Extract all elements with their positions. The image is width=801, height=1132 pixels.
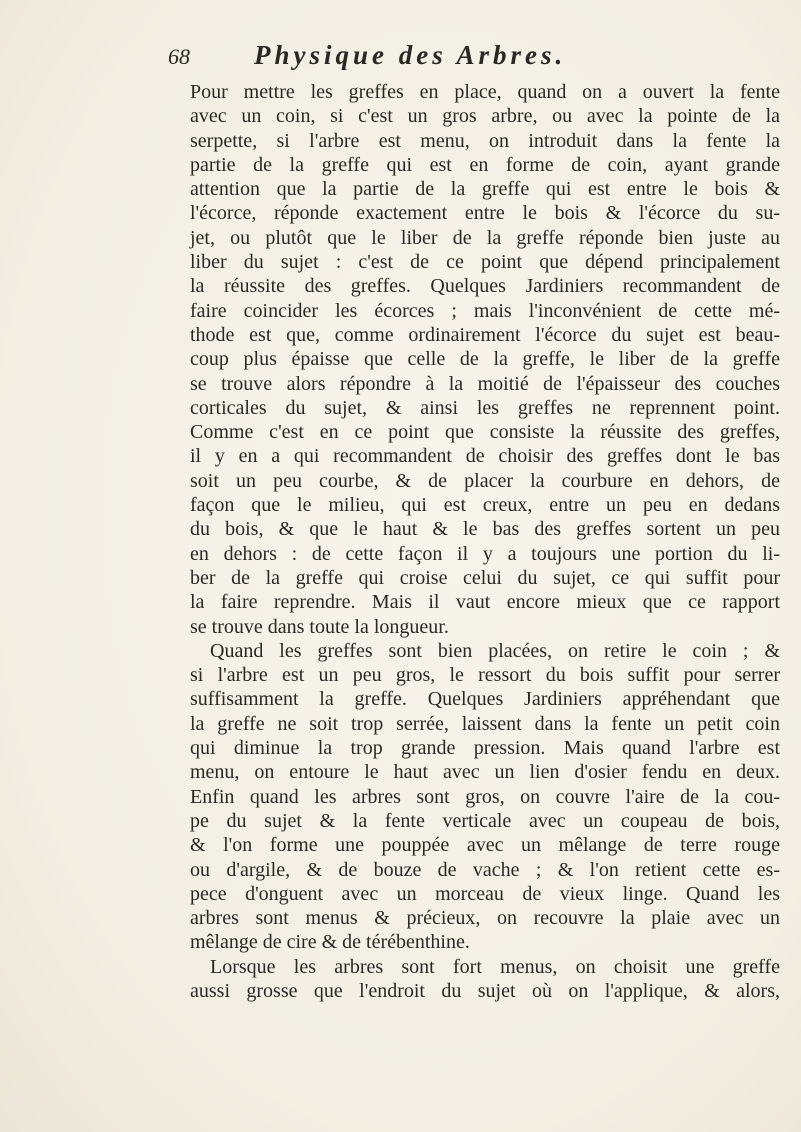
text-line: en dehors : de cette façon il y a toujours une portion du li-	[190, 542, 780, 565]
text-line: soit un peu courbe, & de placer la courbure en dehors, de	[190, 469, 780, 492]
text-line: suffisamment la greffe. Quelques Jardiniers appréhendant que	[190, 688, 780, 711]
text-line: partie de la greffe qui est en forme de coin, ayant grande	[190, 153, 780, 176]
text-line: façon que le milieu, qui est creux, entre un peu en dedans	[190, 494, 780, 517]
text-line: aussi grosse que l'endroit du sujet où on l'applique, & alors,	[190, 979, 780, 1002]
text-line: menu, on entoure le haut avec un lien d'osier fendu en deux.	[190, 761, 780, 784]
text-line: Pour mettre les greffes en place, quand on a ouvert la fente	[190, 81, 780, 103]
text-line: Lorsque les arbres sont fort menus, on choisit une greffe	[210, 955, 780, 978]
text-line: se trouve dans toute la longueur.	[190, 615, 449, 638]
running-head: Physique des Arbres.	[254, 40, 567, 70]
text-line: avec un coin, si c'est un gros arbre, ou avec la pointe de la	[190, 105, 780, 128]
text-line: pe du sujet & la fente verticale avec un coupeau de bois,	[190, 809, 780, 832]
text-line: faire coincider les écorces ; mais l'inconvénient de cette mé-	[190, 299, 780, 322]
text-line: la faire reprendre. Mais il vaut encore mieux que ce rapport	[190, 591, 780, 614]
text-line: Comme c'est en ce point que consiste la réussite des greffes,	[190, 421, 780, 444]
page-number: 68	[168, 44, 190, 69]
page-header	[168, 40, 768, 80]
text-line: si l'arbre est un peu gros, le ressort du bois suffit pour serrer	[190, 664, 780, 687]
text-line: Quand les greffes sont bien placées, on retire le coin ; &	[210, 639, 780, 662]
text-line: la greffe ne soit trop serrée, laissent dans la fente un petit coin	[190, 712, 780, 735]
text-line: attention que la partie de la greffe qui est entre le bois &	[190, 178, 780, 201]
text-line: l'écorce, réponde exactement entre le bois & l'écorce du su-	[190, 202, 780, 225]
text-line: liber du sujet : c'est de ce point que dépend principalement	[190, 251, 780, 274]
text-line: qui diminue la trop grande pression. Mais quand l'arbre est	[190, 737, 780, 760]
text-line: pece d'onguent avec un morceau de vieux linge. Quand les	[190, 882, 780, 905]
text-line: la réussite des greffes. Quelques Jardiniers recommandent de	[190, 275, 780, 298]
text-line: corticales du sujet, & ainsi les greffes ne reprennent point.	[190, 396, 780, 419]
text-line: Enfin quand les arbres sont gros, on couvre l'aire de la cou-	[190, 785, 780, 808]
text-line: & l'on forme une pouppée avec un mêlange de terre rouge	[190, 834, 780, 857]
text-line: mêlange de cire & de térébenthine.	[190, 931, 470, 954]
text-line: arbres sont menus & précieux, on recouvre la plaie avec un	[190, 907, 780, 930]
text-line: thode est que, comme ordinairement l'écorce du sujet est beau-	[190, 323, 780, 346]
text-line: serpette, si l'arbre est menu, on introduit dans la fente la	[190, 129, 780, 152]
text-line: ou d'argile, & de bouze de vache ; & l'on retient cette es-	[190, 858, 780, 881]
text-line: coup plus épaisse que celle de la greffe, le liber de la greffe	[190, 348, 780, 371]
text-line: il y en a qui recommandent de choisir des greffes dont le bas	[190, 445, 780, 468]
text-line: du bois, & que le haut & le bas des greffes sortent un peu	[190, 518, 780, 541]
text-line: jet, ou plutôt que le liber de la greffe réponde bien juste au	[190, 226, 780, 249]
text-line: se trouve alors répondre à la moitié de l'épaisseur des couches	[190, 372, 780, 395]
body-text	[190, 80, 780, 1003]
text-line: ber de la greffe qui croise celui du sujet, ce qui suffit pour	[190, 566, 780, 589]
